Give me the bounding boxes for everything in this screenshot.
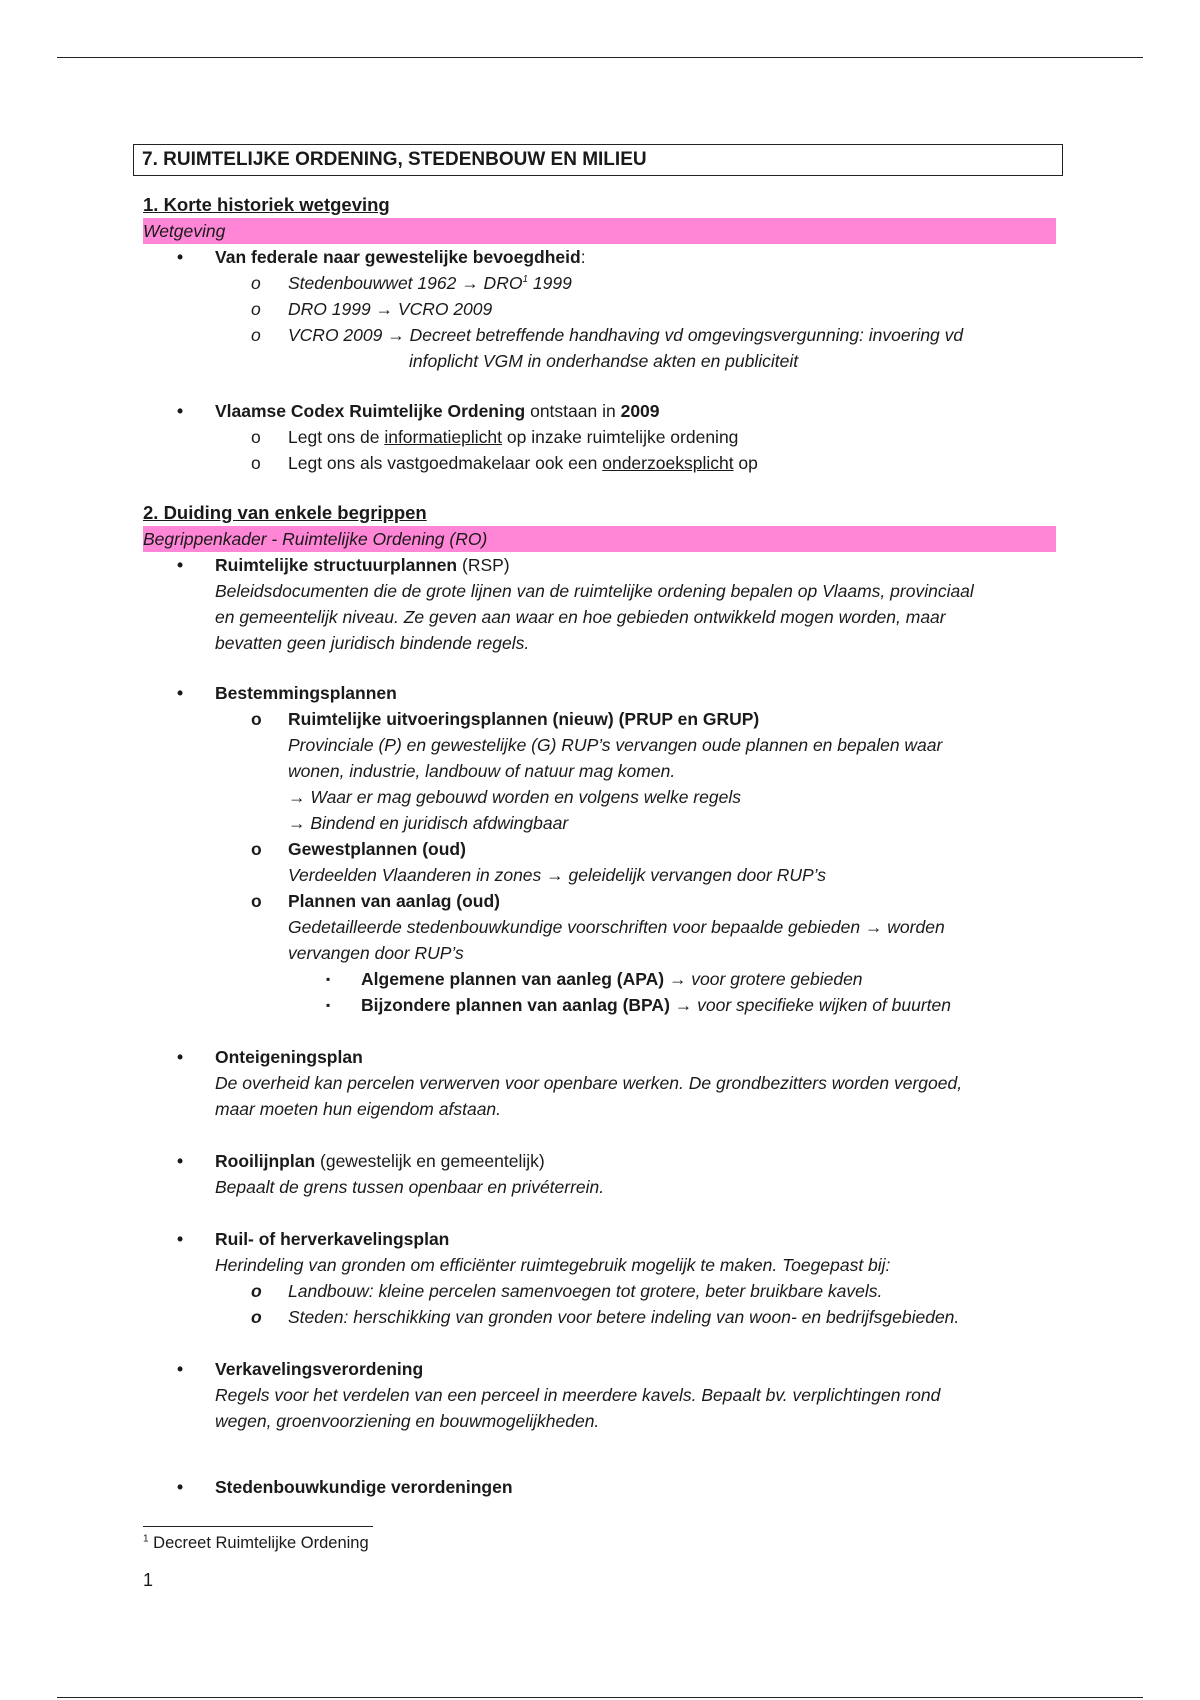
sub-sub-item-label: Algemene plannen van aanleg (APA) (361, 969, 665, 989)
sub-item (143, 424, 1058, 450)
description-line: vervangen door RUP’s (288, 943, 464, 963)
page-number: 1 (143, 1570, 154, 1590)
sub-item (143, 322, 1058, 348)
bullet-suffix: : (580, 247, 586, 267)
underlined-term: onderzoeksplicht (602, 453, 734, 473)
description-line: en gemeentelijk niveau. Ze geven aan waar en hoe gebieden ontwikkeld mogen worden, maar (215, 607, 946, 627)
circle-marker: o (251, 325, 261, 345)
chapter-title: 7. RUIMTELIJKE ORDENING, STEDENBOUW EN MILIEU (133, 144, 1063, 176)
bullet-vcro (143, 398, 1058, 424)
sub-sub-item (143, 992, 1058, 1018)
sub-item-text: Landbouw: kleine percelen samenvoegen tot grotere, beter bruikbare kavels. (288, 1281, 883, 1301)
sub-item-text: Stedenbouwwet 1962 → DRO (288, 273, 523, 293)
bullet-marker: • (177, 1477, 184, 1497)
circle-marker: o (251, 299, 261, 319)
sub-item (143, 1304, 1058, 1330)
sub-item (143, 270, 1058, 296)
bullet-rooilijnplan (143, 1148, 1058, 1174)
sub-sub-item (143, 966, 1058, 992)
bullet-bestemmingsplannen (143, 680, 1058, 706)
highlight-wetgeving: Wetgeving (143, 218, 1056, 244)
circle-marker: o (251, 709, 262, 729)
description-line: → Waar er mag gebouwd worden en volgens welke regels (288, 787, 741, 807)
footnote (143, 1531, 369, 1555)
sub-sub-item-text: → voor grotere gebieden (664, 969, 863, 989)
square-marker: ▪ (326, 998, 331, 1012)
sub-item-label: Ruimtelijke uitvoeringsplannen (nieuw) (PRUP en GRUP) (288, 709, 760, 729)
bullet-suffix: (RSP) (457, 555, 510, 575)
bullet-label: Ruimtelijke structuurplannen (215, 555, 458, 575)
bullet-marker: • (177, 1359, 184, 1379)
bullet-label: Onteigeningsplan (215, 1047, 363, 1067)
bullet-text: ontstaan in (525, 401, 621, 421)
sub-item-gewestplannen (143, 836, 1058, 862)
sub-item-text: Steden: herschikking van gronden voor betere indeling van woon- en bedrijfsgebieden. (288, 1307, 960, 1327)
bullet-label: Rooilijnplan (215, 1151, 316, 1171)
description-line: De overheid kan percelen verwerven voor openbare werken. De grondbezitters worden vergoed, (215, 1073, 963, 1093)
bullet-ruilplan (143, 1226, 1058, 1252)
description-line: Herindeling van gronden om efficiënter ruimtegebruik mogelijk te maken. Toegepast bij: (215, 1255, 891, 1275)
section-heading-2: 2. Duiding van enkele begrippen (143, 502, 427, 523)
bullet-verkavelingsverordening (143, 1356, 1058, 1382)
bullet-marker: • (177, 1047, 184, 1067)
description-line: Beleidsdocumenten die de grote lijnen van de ruimtelijke ordening bepalen op Vlaams, provinciaal (215, 581, 974, 601)
bullet-label: Bestemmingsplannen (215, 683, 397, 703)
sub-sub-item-label: Bijzondere plannen van aanlag (BPA) (361, 995, 670, 1015)
bullet-marker: • (177, 401, 184, 421)
bullet-year: 2009 (620, 401, 660, 421)
bullet-marker: • (177, 247, 184, 267)
sub-sub-item-text: → voor specifieke wijken of buurten (669, 995, 952, 1015)
sub-item-text: Legt ons als vastgoedmakelaar ook een (288, 453, 603, 473)
bullet-marker: • (177, 1229, 184, 1249)
sub-item (143, 450, 1058, 476)
bullet-stedenbouwkundige-verordeningen (143, 1474, 1058, 1500)
bullet-rsp (143, 552, 1058, 578)
description-line: Verdeelden Vlaanderen in zones → geleidelijk vervangen door RUP’s (288, 865, 826, 885)
bullet-label: Van federale naar gewestelijke bevoegdheid (215, 247, 581, 267)
sub-item-plannen-aanlag (143, 888, 1058, 914)
description-line: wonen, industrie, landbouw of natuur mag komen. (288, 761, 676, 781)
footnote-ref[interactable]: 1 (522, 274, 529, 286)
sub-item-label: Gewestplannen (oud) (288, 839, 466, 859)
circle-marker: o (251, 891, 262, 911)
footnote-text: Decreet Ruimtelijke Ordening (148, 1534, 369, 1552)
circle-marker: o (251, 453, 261, 473)
footer-rule (57, 1697, 1143, 1698)
underlined-term: informatieplicht (384, 427, 503, 447)
sub-item-rup (143, 706, 1058, 732)
sub-item-text: op inzake ruimtelijke ordening (502, 427, 739, 447)
bullet-label: Vlaamse Codex Ruimtelijke Ordening (215, 401, 526, 421)
description-line: Regels voor het verdelen van een perceel in meerdere kavels. Bepaalt bv. verplichtingen rond (215, 1385, 941, 1405)
section-heading-1: 1. Korte historiek wetgeving (143, 194, 390, 215)
bullet-marker: • (177, 683, 184, 703)
bullet-marker: • (177, 1151, 184, 1171)
bullet-onteigeningsplan (143, 1044, 1058, 1070)
description-line: bevatten geen juridisch bindende regels. (215, 633, 530, 653)
sub-item (143, 1278, 1058, 1304)
circle-marker: o (251, 427, 261, 447)
sub-item-label: Plannen van aanlag (oud) (288, 891, 500, 911)
description-line: Provinciale (P) en gewestelijke (G) RUP’s vervangen oude plannen en bepalen waar (288, 735, 943, 755)
description-line: → Bindend en juridisch afdwingbaar (288, 813, 569, 833)
circle-marker: o (251, 1281, 262, 1301)
circle-marker: o (251, 1307, 262, 1327)
sub-item-text: op (733, 453, 758, 473)
circle-marker: o (251, 839, 262, 859)
highlight-begrippenkader: Begrippenkader - Ruimtelijke Ordening (RO) (143, 526, 1056, 552)
bullet-suffix: (gewestelijk en gemeentelijk) (315, 1151, 545, 1171)
bullet-label: Verkavelingsverordening (215, 1359, 424, 1379)
square-marker: ▪ (326, 972, 331, 986)
bullet-marker: • (177, 555, 184, 575)
sub-item-text: DRO 1999 → VCRO 2009 (288, 299, 493, 319)
sub-item (143, 296, 1058, 322)
bullet-label: Stedenbouwkundige verordeningen (215, 1477, 513, 1497)
document-body (143, 192, 1058, 1500)
description-line: maar moeten hun eigendom afstaan. (215, 1099, 502, 1119)
sub-item-text: Legt ons de (288, 427, 385, 447)
footnote-number: 1 (143, 1533, 149, 1545)
description-line: Bepaalt de grens tussen openbaar en privéterrein. (215, 1177, 605, 1197)
sub-item-continuation: infoplicht VGM in onderhandse akten en publiciteit (409, 351, 799, 371)
sub-item-text: 1999 (528, 273, 572, 293)
description-line: wegen, groenvoorziening en bouwmogelijkheden. (215, 1411, 600, 1431)
header-rule (57, 57, 1143, 58)
circle-marker: o (251, 273, 261, 293)
footnote-separator (143, 1526, 373, 1527)
bullet-bevoegdheid (143, 244, 1058, 270)
bullet-label: Ruil- of herverkavelingsplan (215, 1229, 450, 1249)
sub-item-text: VCRO 2009 → Decreet betreffende handhaving vd omgevingsvergunning: invoering vd (288, 325, 964, 345)
description-line: Gedetailleerde stedenbouwkundige voorschriften voor bepaalde gebieden → worden (288, 917, 945, 937)
